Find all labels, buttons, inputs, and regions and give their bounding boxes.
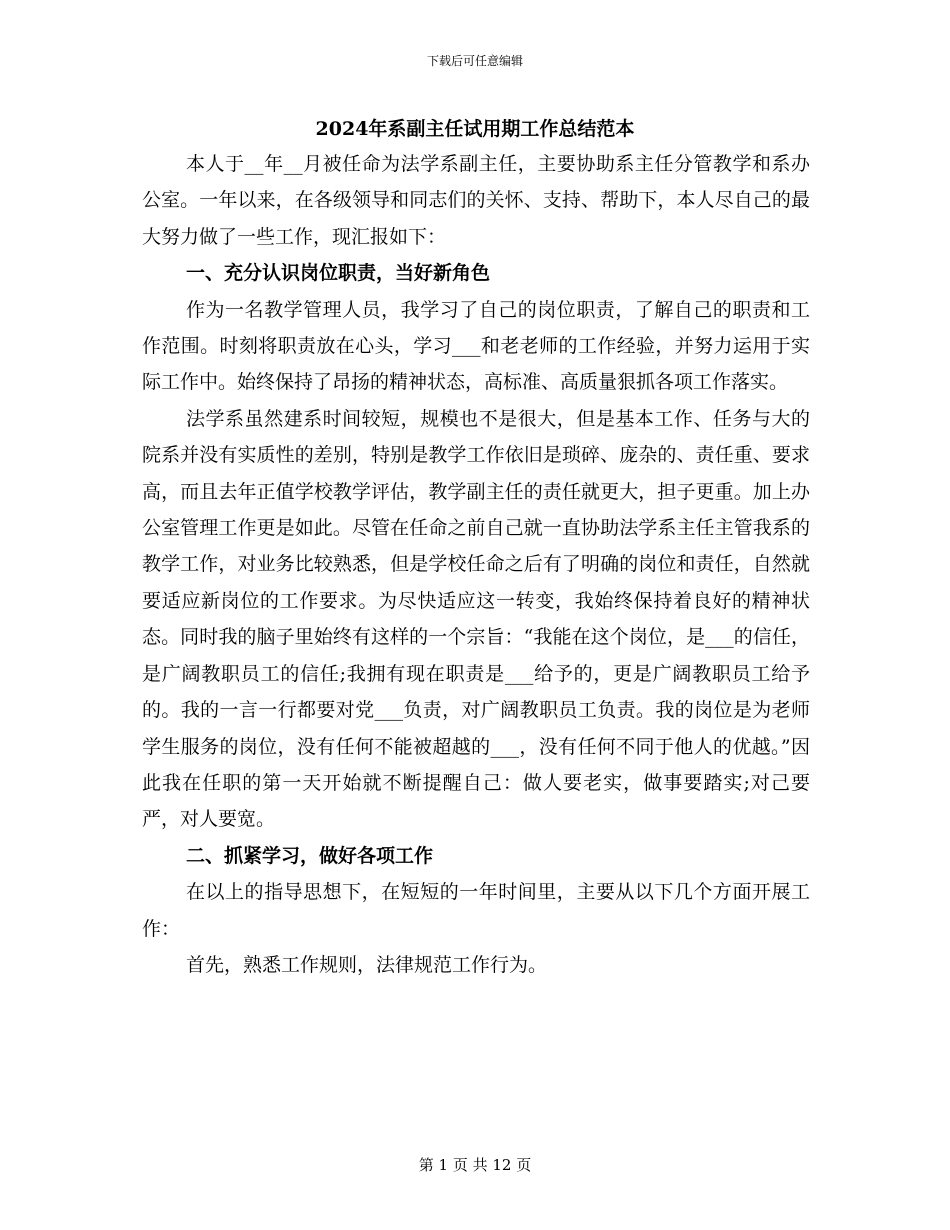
paragraph-department: 法学系虽然建系时间较短，规模也不是很大，但是基本工作、任务与大的院系并没有实质性的差别，特别是教学工作依旧是琐碎、庞杂的、责任重、要求高，而且去年正值学校教学评估，教学副主任的责任就更大，担子更重。加上办公室管理工作更是如此。尽管在任命之前自己就一直协助法学系主任主管我系的教学工作，对业务比较熟悉，但是学校任命之后有了明确的岗位和责任，自然就要适应新岗位的工作要求。为尽快适应这一转变，我始终保持着良好的精神状态。同时我的脑子里始终有这样的一个宗旨：“我能在这个岗位，是___的信任，是广阔教职员工的信任;我拥有现在职责是___给予的，更是广阔教职员工给予的。我的一言一行都要对党___负责，对广阔教职员工负责。我的岗位是为老师学生服务的岗位，没有任何不能被超越的___，没有任何不同于他人的优越。”因此我在任职的第一天开始就不断提醒自己：做人要老实，做事要踏实;对己要严，对人要宽。 xyxy=(142,407,810,831)
header-note: 下载后可任意编辑 xyxy=(426,54,523,68)
page-footer: 第 1 页 共 12 页 xyxy=(418,1156,532,1174)
section-heading-1: 一、充分认识岗位职责，当好新角色 xyxy=(186,262,491,285)
paragraph-role: 作为一名教学管理人员，我学习了自己的岗位职责，了解自己的职责和工作范围。时刻将职责放在心头，学习___和老老师的工作经验，并努力运用于实际工作中。始终保持了昂扬的精神状态，高标准、高质量狠抓各项工作落实。 xyxy=(142,298,810,394)
paragraph-guidance: 在以上的指导思想下，在短短的一年时间里，主要从以下几个方面开展工作： xyxy=(142,881,810,940)
document-body xyxy=(142,146,810,983)
section-heading-2: 二、抓紧学习，做好各项工作 xyxy=(186,844,434,867)
document-title: 2024年系副主任试用期工作总结范本 xyxy=(315,118,635,140)
paragraph-first: 首先，熟悉工作规则，法律规范工作行为。 xyxy=(186,953,548,976)
paragraph-intro: 本人于__年__月被任命为法学系副主任，主要协助系主任分管教学和系办公室。一年以来，在各级领导和同志们的关怀、支持、帮助下，本人尽自己的最大努力做了一些工作，现汇报如下： xyxy=(142,153,810,248)
